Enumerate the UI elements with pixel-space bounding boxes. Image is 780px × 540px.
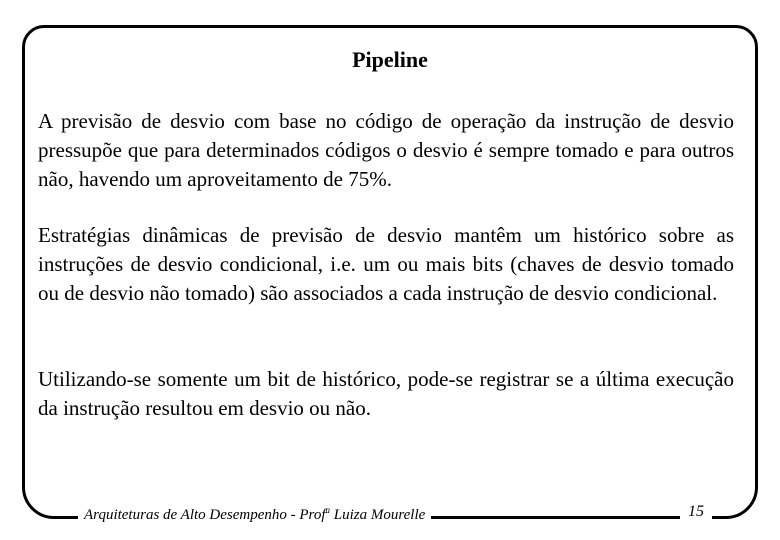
- slide-title: Pipeline: [352, 47, 428, 72]
- paragraph-1: A previsão de desvio com base no código de operação da instrução de desvio pressupõe que para determinados códigos o desvio é sempre tomado e para outros não, havendo um aproveitamento de 75%.: [38, 109, 734, 191]
- footer-course: Arquiteturas de Alto Desempenho - Prof: [84, 507, 326, 523]
- paragraph-2: Estratégias dinâmicas de previsão de desvio mantêm um histórico sobre as instruções de desvio condicional, i.e. um ou mais bits (chaves de desvio tomado ou de desvio não tomado) são associados a cada instrução de desvio condicional.: [38, 223, 734, 305]
- footer-superscript: a: [325, 505, 330, 515]
- paragraph-3: Utilizando-se somente um bit de histórico, pode-se registrar se a última execução da instrução resultou em desvio ou não.: [38, 367, 734, 420]
- footer-author: Luiza Mourelle: [330, 507, 426, 523]
- footer-text: [78, 505, 431, 524]
- page-number: 15: [680, 503, 712, 521]
